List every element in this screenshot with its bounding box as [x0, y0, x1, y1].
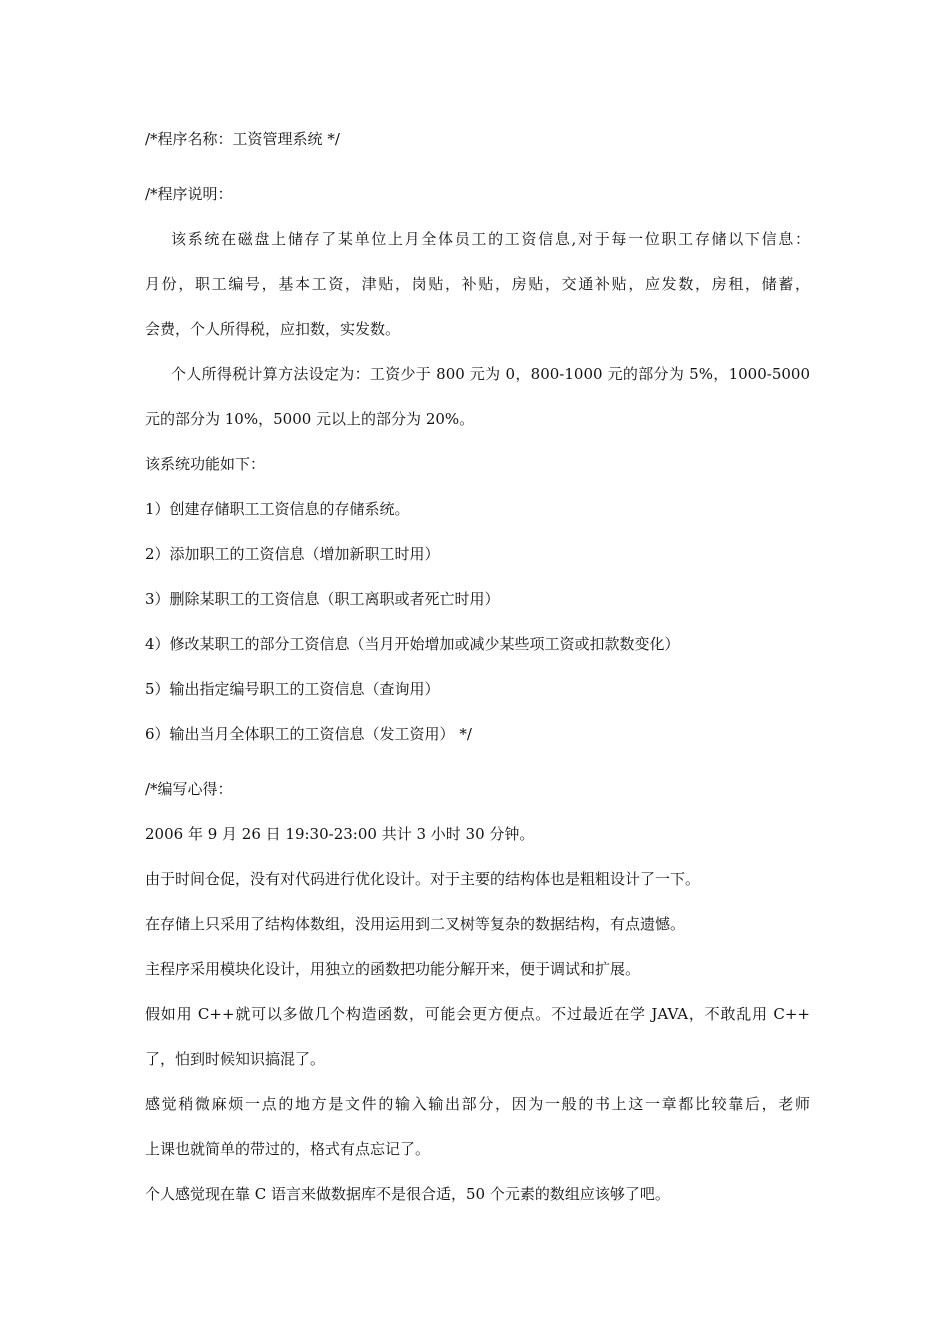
- feature-item: 3）删除某职工的工资信息（职工离职或者死亡时用）: [145, 590, 500, 608]
- description-line: 会费，个人所得税，应扣数，实发数。: [145, 320, 401, 338]
- program-description-heading: /*程序说明：: [145, 185, 233, 203]
- feature-item: 1）创建存储职工工资信息的存储系统。: [145, 500, 410, 518]
- notes-line: 2006 年 9 月 26 日 19:30-23:00 共计 3 小时 30 分钟。: [145, 825, 535, 843]
- description-line: 月份，职工编号，基本工资，津贴，岗贴，补贴，房贴，交通补贴，应发数，房租，储蓄，: [145, 275, 810, 293]
- tax-rule-line: 个人所得税计算方法设定为：工资少于 800 元为 0，800-1000 元的部分为 5%，1000-5000: [171, 365, 810, 383]
- features-heading: 该系统功能如下：: [145, 455, 266, 473]
- notes-line: 了，怕到时候知识搞混了。: [145, 1050, 326, 1068]
- notes-line: 假如用 C++就可以多做几个构造函数，可能会更方便点。不过最近在学 JAVA，不敢乱用 C++: [145, 1005, 810, 1023]
- feature-item: 5）输出指定编号职工的工资信息（查询用）: [145, 680, 440, 698]
- feature-item: 4）修改某职工的部分工资信息（当月开始增加或减少某些项工资或扣款数变化）: [145, 635, 680, 653]
- notes-line: 主程序采用模块化设计，用独立的函数把功能分解开来，便于调试和扩展。: [145, 960, 641, 978]
- notes-line: 由于时间仓促，没有对代码进行优化设计。对于主要的结构体也是粗粗设计了一下。: [145, 870, 701, 888]
- writing-notes-heading: /*编写心得：: [145, 780, 233, 798]
- description-line: 该系统在磁盘上储存了某单位上月全体员工的工资信息,对于每一位职工存储以下信息：: [171, 230, 810, 248]
- program-name-comment: /*程序名称：工资管理系统 */: [145, 130, 340, 148]
- notes-line: 在存储上只采用了结构体数组，没用运用到二叉树等复杂的数据结构，有点遗憾。: [145, 915, 686, 933]
- notes-line: 上课也就简单的带过的，格式有点忘记了。: [145, 1140, 431, 1158]
- tax-rule-line: 元的部分为 10%，5000 元以上的部分为 20%。: [145, 410, 475, 428]
- feature-item: 2）添加职工的工资信息（增加新职工时用）: [145, 545, 440, 563]
- notes-line: 个人感觉现在靠 C 语言来做数据库不是很合适，50 个元素的数组应该够了吧。: [145, 1185, 670, 1203]
- feature-item: 6）输出当月全体职工的工资信息（发工资用） */: [145, 725, 472, 743]
- notes-line: 感觉稍微麻烦一点的地方是文件的输入输出部分，因为一般的书上这一章都比较靠后，老师: [145, 1095, 810, 1113]
